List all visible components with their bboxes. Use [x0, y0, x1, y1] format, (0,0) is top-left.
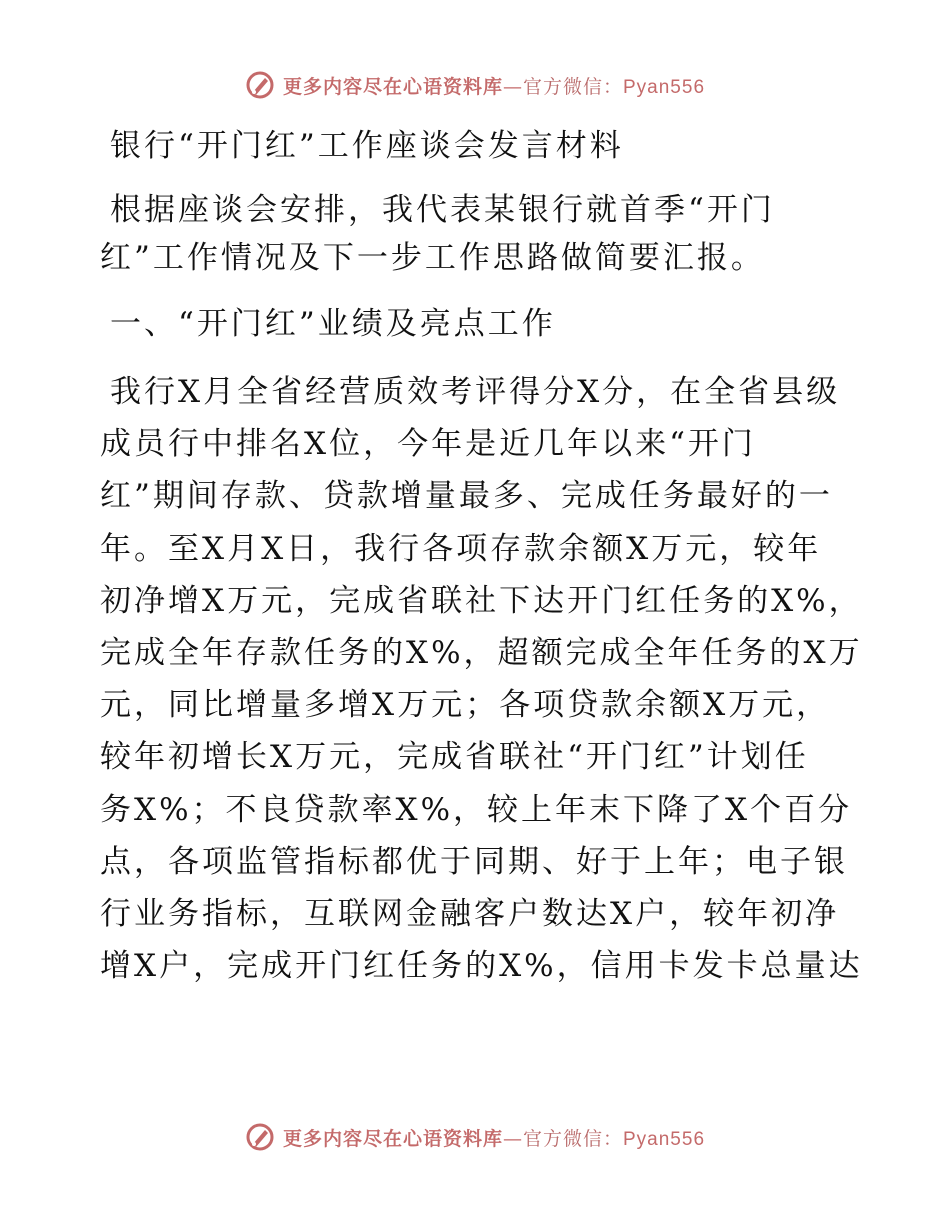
text-line: 我行X月全省经营质效考评得分X分，在全省县级	[110, 374, 841, 410]
header-watermark-banner	[0, 70, 950, 100]
watermark-text: 更多内容尽在心语资料库—官方微信：Pyan556	[282, 1127, 706, 1150]
text-line: 行业务指标，互联网金融客户数达X户，较年初净	[100, 895, 840, 932]
section-heading: 一、“开门红”业绩及亮点工作	[110, 306, 556, 342]
text-line: 红”工作情况及下一步工作思路做简要汇报。	[100, 240, 765, 276]
body-paragraph	[100, 366, 863, 992]
text-line: 根据座谈会安排，我代表某银行就首季“开门	[110, 192, 775, 228]
text-line: 元，同比增量多增X万元；各项贷款余额X万元，	[100, 687, 831, 724]
intro-paragraph	[100, 186, 860, 282]
text-line: 完成全年存款任务的X%，超额完成全年任务的X万	[100, 634, 863, 671]
text-line: 年。至X月X日，我行各项存款余额X万元，较年	[100, 530, 822, 567]
footer-watermark-banner	[0, 1122, 950, 1152]
text-line: 初净增X万元，完成省联社下达开门红任务的X%，	[100, 582, 863, 619]
text-line: 较年初增长X万元，完成省联社“开门红”计划任	[100, 739, 809, 776]
document-title: 银行“开门红”工作座谈会发言材料	[110, 128, 624, 164]
watermark-text: 更多内容尽在心语资料库—官方微信：Pyan556	[282, 75, 706, 98]
text-line: 点，各项监管指标都优于同期、好于上年；电子银	[100, 843, 848, 880]
text-line: 成员行中排名X位，今年是近几年以来“开门	[100, 426, 756, 463]
pen-circle-logo-icon	[245, 70, 275, 100]
text-line: 红”期间存款、贷款增量最多、完成任务最好的一	[100, 478, 833, 515]
document-body	[100, 122, 863, 992]
pen-circle-logo-icon	[245, 1122, 275, 1152]
text-line: 务X%；不良贷款率X%，较上年末下降了X个百分	[100, 791, 853, 828]
text-line: 增X户，完成开门红任务的X%，信用卡发卡总量达	[100, 948, 863, 985]
